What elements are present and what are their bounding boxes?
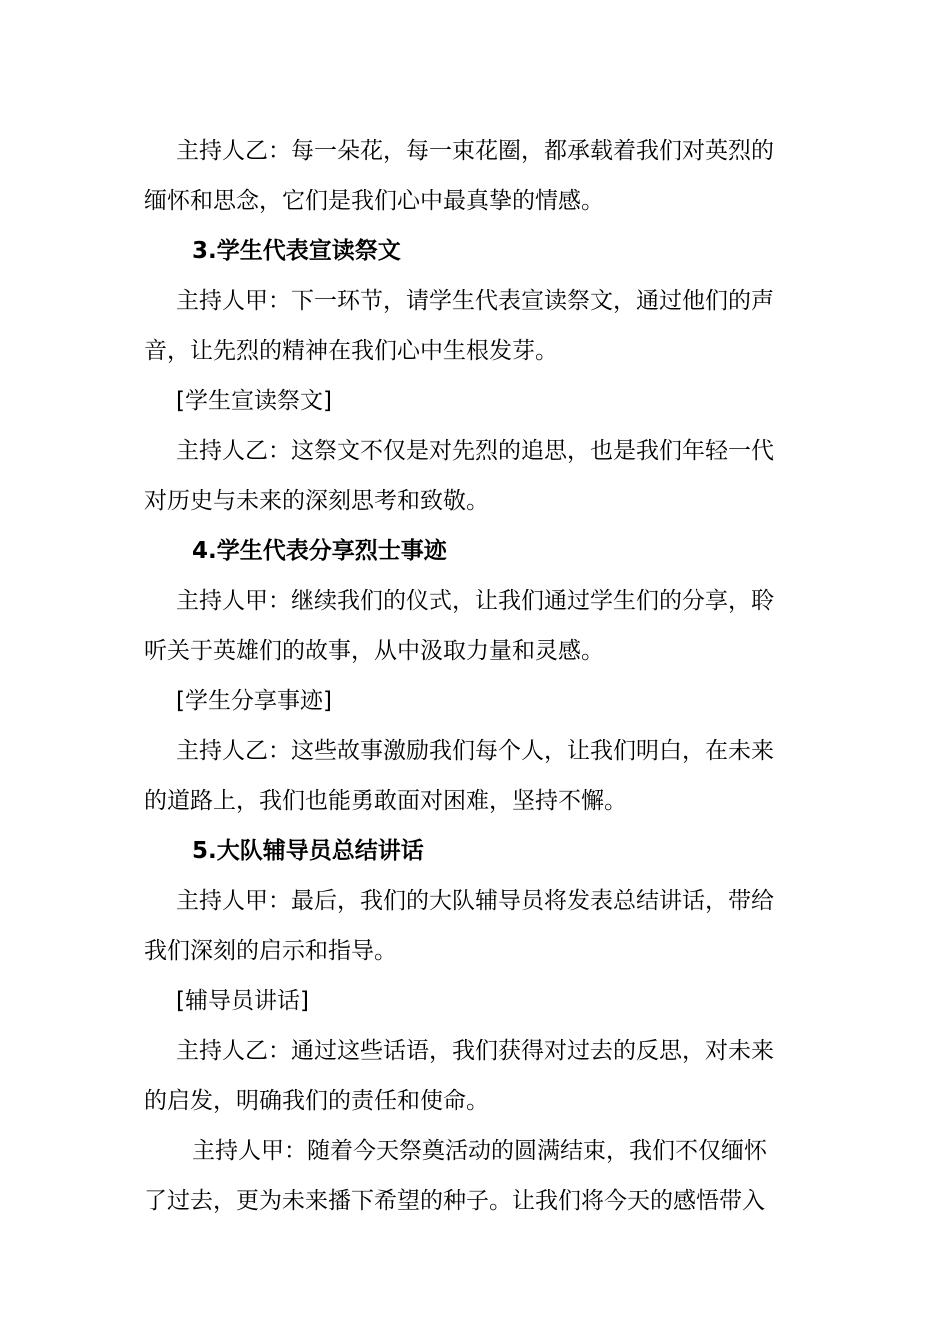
paragraph-line: 主持人乙：这祭文不仅是对先烈的追思，也是我们年轻一代 xyxy=(176,438,774,464)
paragraph-line: 对历史与未来的深刻思考和致敬。 xyxy=(144,488,489,514)
paragraph-line: 主持人乙：通过这些话语，我们获得对过去的反思，对未来 xyxy=(176,1038,774,1064)
paragraph-line: 主持人甲：下一环节，请学生代表宣读祭文，通过他们的声 xyxy=(176,288,774,314)
document-body xyxy=(144,126,812,1226)
stage-direction: [辅导员讲话] xyxy=(176,988,309,1014)
section-heading: 3.学生代表宣读祭文 xyxy=(192,238,401,264)
paragraph-line: 音，让先烈的精神在我们心中生根发芽。 xyxy=(144,338,558,364)
paragraph-line: 了过去，更为未来播下希望的种子。让我们将今天的感悟带入 xyxy=(144,1188,765,1214)
paragraph-line: 主持人甲：继续我们的仪式，让我们通过学生们的分享，聆 xyxy=(176,588,774,614)
section-heading: 5.大队辅导员总结讲话 xyxy=(192,838,424,864)
paragraph-line: 的道路上，我们也能勇敢面对困难，坚持不懈。 xyxy=(144,788,627,814)
paragraph-line: 听关于英雄们的故事，从中汲取力量和灵感。 xyxy=(144,638,604,664)
paragraph-line: 主持人甲：随着今天祭奠活动的圆满结束，我们不仅缅怀 xyxy=(192,1138,767,1164)
paragraph-line: 主持人乙：每一朵花，每一束花圈，都承载着我们对英烈的 xyxy=(176,138,774,164)
paragraph-line: 我们深刻的启示和指导。 xyxy=(144,938,397,964)
paragraph-line: 主持人乙：这些故事激励我们每个人，让我们明白，在未来 xyxy=(176,738,774,764)
stage-direction: [学生宣读祭文] xyxy=(176,388,332,414)
paragraph-line: 缅怀和思念，它们是我们心中最真挚的情感。 xyxy=(144,188,604,214)
section-heading: 4.学生代表分享烈士事迹 xyxy=(192,538,447,564)
stage-direction: [学生分享事迹] xyxy=(176,688,332,714)
paragraph-line: 的启发，明确我们的责任和使命。 xyxy=(144,1088,489,1114)
paragraph-line: 主持人甲：最后，我们的大队辅导员将发表总结讲话，带给 xyxy=(176,888,774,914)
